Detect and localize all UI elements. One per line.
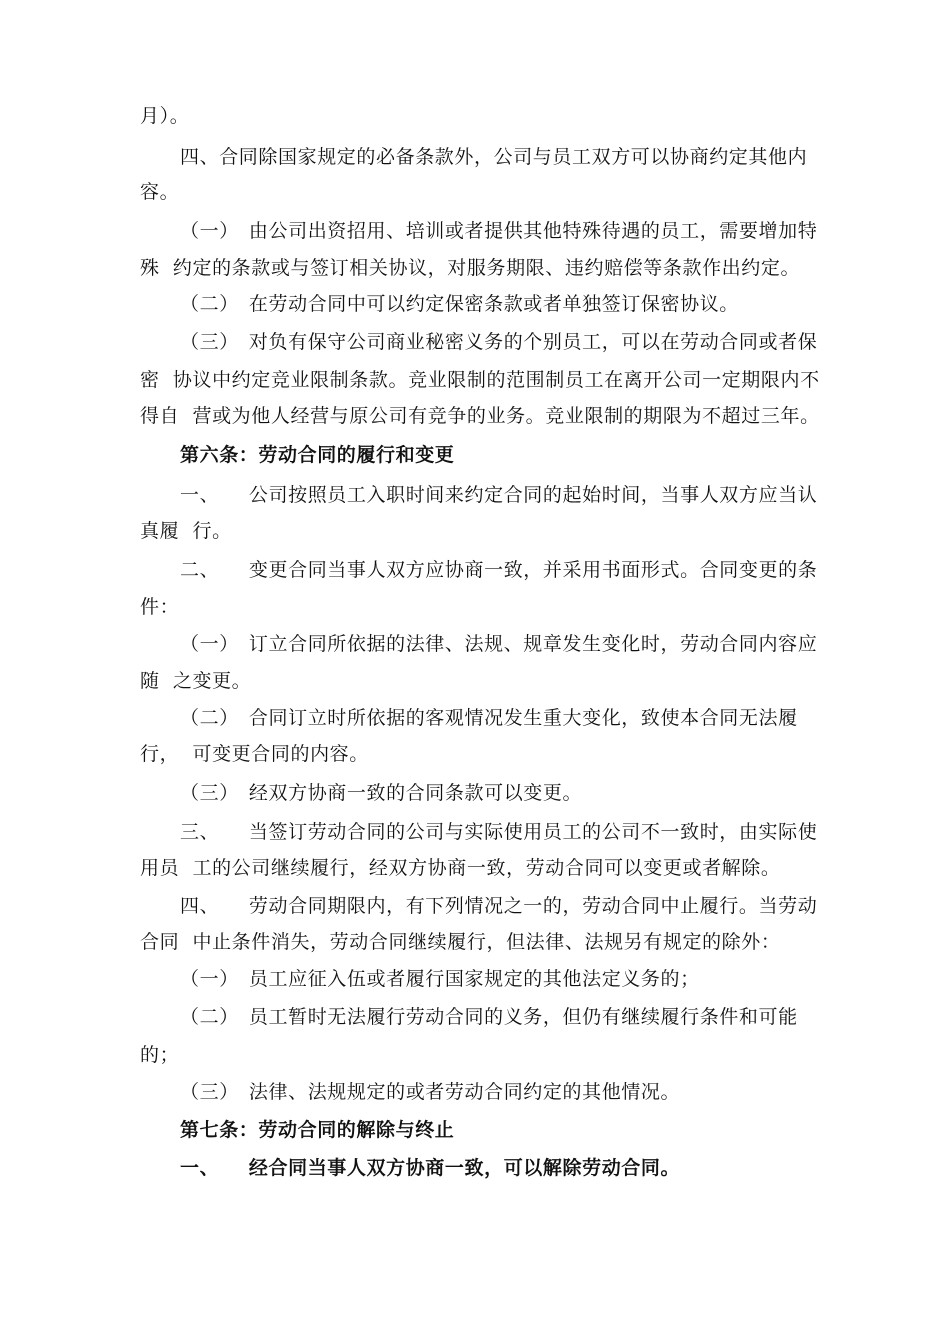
text-line: 密 协议中约定竞业限制条款。竞业限制的范围制员工在离开公司一定期限内不 [140,369,820,391]
text-line: 殊 约定的条款或与签订相关协议，对服务期限、违约赔偿等条款作出约定。 [140,257,801,279]
text-line: 二、 变更合同当事人双方应协商一致，并采用书面形式。合同变更的条 [180,559,818,581]
text-line: 四、 劳动合同期限内，有下列情况之一的，劳动合同中止履行。当劳动 [180,895,818,917]
text-line: （三） 经双方协商一致的合同条款可以变更。 [180,782,583,804]
text-line: 用员 工的公司继续履行，经双方协商一致，劳动合同可以变更或者解除。 [140,857,781,879]
text-line: （一） 员工应征入伍或者履行国家规定的其他法定义务的； [180,968,700,990]
text-line: 一、 公司按照员工入职时间来约定合同的起始时间，当事人双方应当认 [180,484,818,506]
text-line: 行， 可变更合同的内容。 [140,743,369,765]
text-line: （一） 订立合同所依据的法律、法规、规章发生变化时，劳动合同内容应 [180,633,818,655]
text-line: 得自 营或为他人经营与原公司有竞争的业务。竞业限制的期限为不超过三年。 [140,405,820,427]
text-line: （二） 员工暂时无法履行劳动合同的义务，但仍有继续履行条件和可能 [180,1006,798,1028]
text-line: 三、 当签订劳动合同的公司与实际使用员工的公司不一致时，由实际使 [180,821,818,843]
text-line: 容。 [140,181,180,203]
text-line: （二） 在劳动合同中可以约定保密条款或者单独签订保密协议。 [180,293,739,315]
text-line: 件： [140,596,180,618]
text-line: （三） 法律、法规规定的或者劳动合同约定的其他情况。 [180,1081,681,1103]
text-line: 随 之变更。 [140,670,252,692]
text-line: （三） 对负有保守公司商业秘密义务的个别员工，可以在劳动合同或者保 [180,331,818,353]
text-line: 真履 行。 [140,520,232,542]
text-line: （一） 由公司出资招用、培训或者提供其他特殊待遇的员工，需要增加特 [180,220,818,242]
section-heading: 第六条：劳动合同的履行和变更 [180,444,455,466]
text-line: 四、合同除国家规定的必备条款外，公司与员工双方可以协商约定其他内 [180,146,808,168]
text-line: （二） 合同订立时所依据的客观情况发生重大变化，致使本合同无法履 [180,707,798,729]
text-line: 合同 中止条件消失，劳动合同继续履行，但法律、法规另有规定的除外： [140,931,781,953]
text-line: 月）。 [140,105,190,127]
section-heading: 第七条：劳动合同的解除与终止 [180,1119,455,1141]
text-line: 的； [140,1044,180,1066]
text-line: 一、 经合同当事人双方协商一致，可以解除劳动合同。 [180,1157,681,1179]
